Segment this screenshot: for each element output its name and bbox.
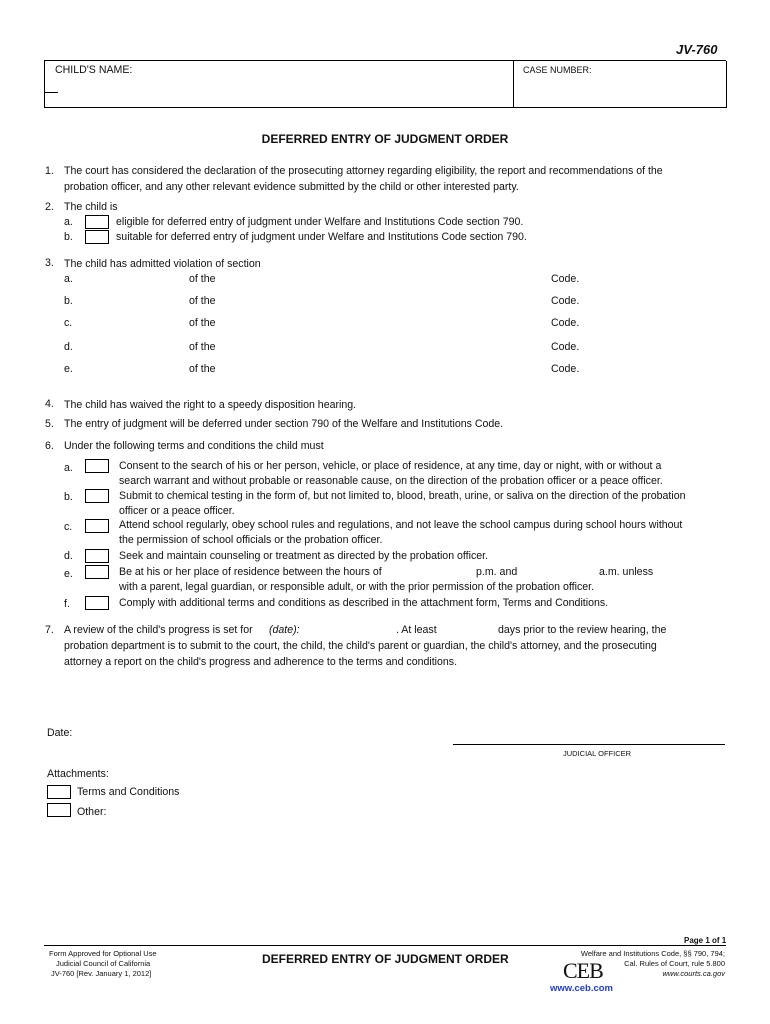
item1-number: 1. — [45, 165, 54, 177]
item3-row-code: Code. — [551, 341, 580, 353]
attachments-label: Attachments: — [47, 768, 109, 780]
attachment-other-label: Other: — [77, 806, 107, 818]
item3-row-code: Code. — [551, 295, 580, 307]
item6-f-text: Comply with additional terms and conditions as described in the attachment form, Terms and Conditions. — [119, 597, 609, 609]
item6-d-text: Seek and maintain counseling or treatment as directed by the probation officer. — [119, 550, 489, 562]
form-title: DEFERRED ENTRY OF JUDGMENT ORDER — [261, 132, 509, 146]
item2-b-letter: b. — [64, 231, 73, 243]
item2-a-checkbox[interactable] — [85, 215, 109, 229]
item2-a-text: eligible for deferred entry of judgment under Welfare and Institutions Code section 790. — [116, 216, 524, 228]
item3-row-code: Code. — [551, 273, 580, 285]
item2-intro: The child is — [64, 201, 118, 213]
item2-b-text: suitable for deferred entry of judgment under Welfare and Institutions Code section 790. — [116, 231, 527, 243]
item2-number: 2. — [45, 201, 54, 213]
item3-row-letter: d. — [64, 341, 73, 353]
footer-approved: Form Approved for Optional Use — [49, 949, 157, 958]
item3-intro: The child has admitted violation of section — [64, 258, 261, 270]
item3-row-letter: e. — [64, 363, 73, 375]
header-box — [44, 61, 727, 108]
item6-d-letter: d. — [64, 550, 73, 562]
item5-number: 5. — [45, 418, 54, 430]
item2-b-checkbox[interactable] — [85, 230, 109, 244]
item6-b-letter: b. — [64, 491, 73, 503]
item7-days-prior: days prior to the review hearing, the — [498, 624, 667, 636]
item6-b-checkbox[interactable] — [85, 489, 109, 503]
ceb-logo: CEB — [563, 958, 603, 983]
item7-part1: A review of the child's progress is set for — [64, 624, 253, 636]
item6-b-line1: Submit to chemical testing in the form of, but not limited to, blood, breath, urine, or saliva on the direction of the probation — [119, 490, 686, 502]
footer-revision: JV-760 [Rev. January 1, 2012] — [51, 969, 152, 978]
attachment-terms-checkbox[interactable] — [47, 785, 71, 799]
item6-intro: Under the following terms and conditions the child must — [64, 440, 324, 452]
item6-e-pm: p.m. and — [476, 566, 518, 578]
item6-d-checkbox[interactable] — [85, 549, 109, 563]
item6-a-checkbox[interactable] — [85, 459, 109, 473]
item6-f-letter: f. — [64, 598, 70, 610]
item6-e-am: a.m. unless — [599, 566, 654, 578]
item3-row-code: Code. — [551, 363, 580, 375]
item6-e-part1: Be at his or her place of residence between the hours of — [119, 566, 382, 578]
footer-rule — [44, 945, 726, 946]
item1-line1: The court has considered the declaration of the prosecuting attorney regarding eligibility, the report and recommendations of the — [64, 165, 663, 177]
item6-e-line2: with a parent, legal guardian, or responsible adult, or with the prior permission of the probation officer. — [119, 581, 595, 593]
footer-courts-url: www.courts.ca.gov — [662, 969, 725, 978]
item6-f-checkbox[interactable] — [85, 596, 109, 610]
ceb-link[interactable]: www.ceb.com — [550, 983, 613, 994]
item6-a-letter: a. — [64, 462, 73, 474]
judicial-officer-label: JUDICIAL OFFICER — [563, 749, 632, 758]
item3-row-letter: a. — [64, 273, 73, 285]
date-label: Date: — [47, 727, 73, 739]
item3-row-of-the: of the — [189, 317, 216, 329]
header-divider — [513, 61, 514, 108]
attachment-other-checkbox[interactable] — [47, 803, 71, 817]
item2-a-letter: a. — [64, 216, 73, 228]
item3-row-of-the: of the — [189, 363, 216, 375]
item7-line3: attorney a report on the child's progress and adherence to the terms and conditions. — [64, 656, 458, 668]
item7-at-least: . At least — [396, 624, 437, 636]
item1-line2: probation officer, and any other relevant evidence submitted by the child or other interested party. — [64, 181, 519, 193]
form-number: JV-760 — [676, 42, 718, 57]
childs-name-tick — [44, 92, 58, 93]
item3-row-code: Code. — [551, 317, 580, 329]
item3-row-of-the: of the — [189, 341, 216, 353]
item3-number: 3. — [45, 257, 54, 269]
item7-number: 7. — [45, 624, 54, 636]
item3-row-of-the: of the — [189, 295, 216, 307]
item3-row-letter: c. — [64, 317, 73, 329]
item6-number: 6. — [45, 440, 54, 452]
page-number: Page 1 of 1 — [684, 936, 727, 945]
item3-row-letter: b. — [64, 295, 73, 307]
item3-row-of-the: of the — [189, 273, 216, 285]
item5-text: The entry of judgment will be deferred under section 790 of the Welfare and Institutions Code. — [64, 418, 504, 430]
item6-c-letter: c. — [64, 521, 73, 533]
item7-line2: probation department is to submit to the court, the child, the child's parent or guardian, the child's attorney, and the prosecuting — [64, 640, 657, 652]
attachment-terms-label: Terms and Conditions — [77, 786, 180, 798]
item4-text: The child has waived the right to a speedy disposition hearing. — [64, 399, 357, 411]
item6-b-line2: officer or a peace officer. — [119, 505, 235, 517]
case-number-label: CASE NUMBER: — [523, 65, 592, 75]
item6-c-line2: the permission of school officials or the probation officer. — [119, 534, 383, 546]
footer-council: Judicial Council of California — [56, 959, 151, 968]
item6-a-line2: search warrant and without probable or reasonable cause, on the direction of the probation officer or a peace officer. — [119, 475, 663, 487]
item4-number: 4. — [45, 398, 54, 410]
item6-a-line1: Consent to the search of his or her person, vehicle, or place of residence, at any time, day or night, with or without a — [119, 460, 662, 472]
item6-c-line1: Attend school regularly, obey school rules and regulations, and not leave the school campus during school hours without — [119, 519, 683, 531]
item6-c-checkbox[interactable] — [85, 519, 109, 533]
judicial-officer-signature-line — [453, 744, 725, 745]
item7-date-label: (date): — [269, 624, 300, 636]
footer-statute: Welfare and Institutions Code, §§ 790, 794; — [580, 949, 725, 958]
childs-name-label: CHILD'S NAME: — [55, 64, 133, 76]
item6-e-checkbox[interactable] — [85, 565, 109, 579]
item6-e-letter: e. — [64, 568, 73, 580]
footer-rule-ref: Cal. Rules of Court, rule 5.800 — [624, 959, 725, 968]
footer-title: DEFERRED ENTRY OF JUDGMENT ORDER — [262, 952, 509, 966]
